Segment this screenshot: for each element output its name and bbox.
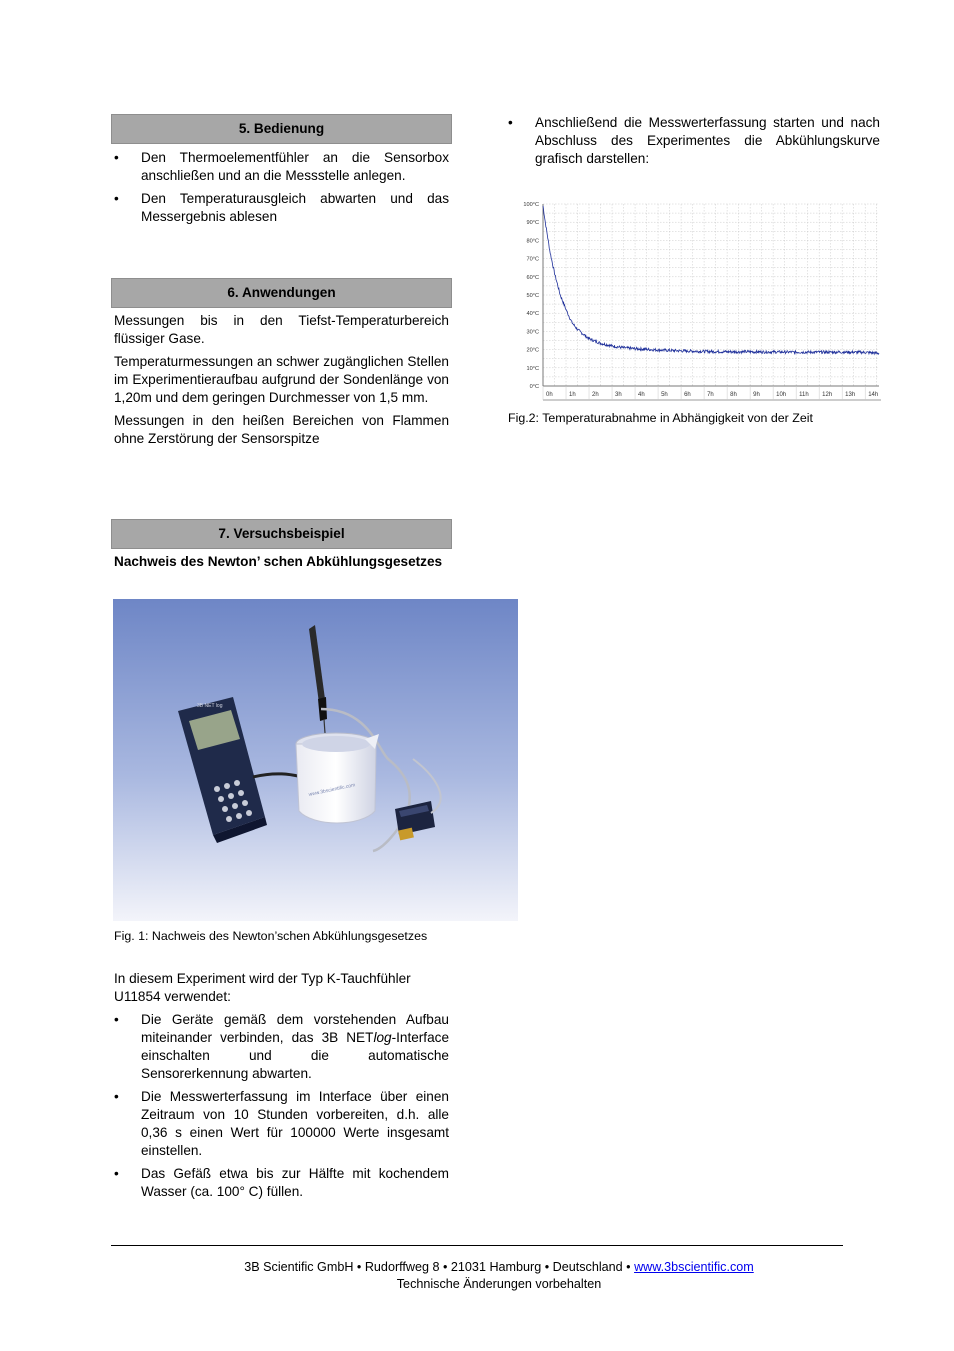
intro-paragraph: In diesem Experiment wird der Typ K-Tauchfühler U11854 verwendet: (114, 971, 411, 1004)
list-item: • Das Gefäß etwa bis zur Hälfte mit kochendem Wasser (ca. 100° C) füllen. (111, 1165, 452, 1201)
list-item: • Den Thermoelementfühler an die Sensorbox anschließen und an die Messstelle anlegen. (111, 149, 452, 185)
bullet-list (111, 1011, 452, 1201)
footer-divider (111, 1245, 843, 1246)
page-footer (111, 1259, 887, 1292)
list-item: • Anschließend die Messwerterfassung starten und nach Abschluss des Experimentes die Abkühlungskurve grafisch darstellen: (505, 114, 883, 168)
y-tick-label: 80°C (526, 238, 539, 245)
y-tick-label: 30°C (526, 329, 539, 336)
list-item: • Die Messwerterfassung im Interface über einen Zeitraum von 10 Stunden vorbereiten, d.h. alle 0,36 s einen Wert für 100000 Werte insgesamt einstellen. (111, 1088, 452, 1160)
x-tick-label: 9h (753, 392, 760, 398)
section-heading: 5. Bedienung (111, 114, 452, 144)
device-brand: 3B NET log (197, 703, 223, 709)
figure-caption: Fig. 1: Nachweis des Newton’schen Abkühlungsgesetzes (114, 929, 428, 943)
x-tick-label: 6h (684, 392, 691, 398)
figure-caption: Fig.2: Temperaturabnahme in Abhängigkeit von der Zeit (508, 411, 813, 425)
experiment-photo (113, 599, 518, 921)
right-column-text (505, 114, 883, 173)
bullet-list (505, 114, 883, 168)
x-tick-label: 7h (707, 392, 714, 398)
x-tick-label: 3h (615, 392, 622, 398)
y-tick-label: 40°C (526, 311, 539, 318)
subtitle: Nachweis des Newton’ schen Abkühlungsgesetzes (114, 554, 443, 569)
x-tick-label: 11h (799, 392, 809, 398)
list-item: • Den Temperaturausgleich abwarten und das Messergebnis ablesen (111, 190, 452, 226)
x-tick-label: 12h (822, 392, 833, 398)
list-item: • Die Geräte gemäß dem vorstehenden Aufbau miteinander verbinden, das 3B NETlog-Interface einschalten und die automatische Sensorerkennung abwarten. (111, 1011, 452, 1083)
bullet-list (111, 149, 452, 226)
y-tick-label: 90°C (526, 220, 539, 227)
section-versuchsbeispiel (111, 519, 452, 576)
y-tick-label: 70°C (526, 256, 539, 263)
website-link[interactable]: www.3bscientific.com (634, 1260, 754, 1274)
beaker-label: www.3bscientific.com (308, 782, 356, 798)
figure-1-caption-block (111, 927, 452, 945)
figure-2-caption-block (505, 409, 883, 427)
y-tick-label: 100°C (523, 202, 539, 208)
x-tick-label: 13h (845, 392, 856, 398)
x-tick-label: 0h (546, 392, 553, 398)
y-tick-label: 10°C (526, 365, 539, 372)
y-tick-label: 50°C (526, 293, 539, 299)
paragraph: Messungen bis in den Tiefst-Temperaturbereich flüssiger Gase. (114, 313, 449, 346)
experiment-steps (111, 970, 452, 1206)
x-tick-label: 4h (638, 392, 645, 398)
section-anwendungen (111, 278, 452, 453)
section-heading: 6. Anwendungen (111, 278, 452, 308)
y-tick-label: 60°C (526, 274, 539, 281)
y-tick-label: 20°C (526, 347, 539, 354)
paragraph: Temperaturmessungen an schwer zugänglichen Stellen im Experimentieraufbau aufgrund der Sondenlänge von 1,20m und dem geringen Durchmesser von 1,5 mm. (114, 354, 449, 405)
x-tick-label: 2h (592, 392, 599, 398)
footer-address: 3B Scientific GmbH • Rudorffweg 8 • 21031 Hamburg • Deutschland • (244, 1260, 635, 1274)
footer-notice: Technische Änderungen vorbehalten (396, 1276, 602, 1291)
section-heading: 7. Versuchsbeispiel (111, 519, 452, 549)
x-tick-label: 1h (569, 392, 576, 398)
paragraph: Messungen in den heißen Bereichen von Flammen ohne Zerstörung der Sensorspitze (114, 413, 449, 446)
cooling-curve-chart (515, 196, 885, 406)
beaker (296, 733, 379, 823)
x-tick-label: 10h (776, 392, 787, 398)
x-tick-label: 5h (661, 392, 668, 398)
x-tick-label: 14h (868, 392, 879, 398)
x-tick-label: 8h (730, 392, 737, 398)
section-bedienung (111, 114, 452, 231)
series-line (543, 206, 879, 354)
y-tick-label: 0°C (529, 384, 539, 390)
